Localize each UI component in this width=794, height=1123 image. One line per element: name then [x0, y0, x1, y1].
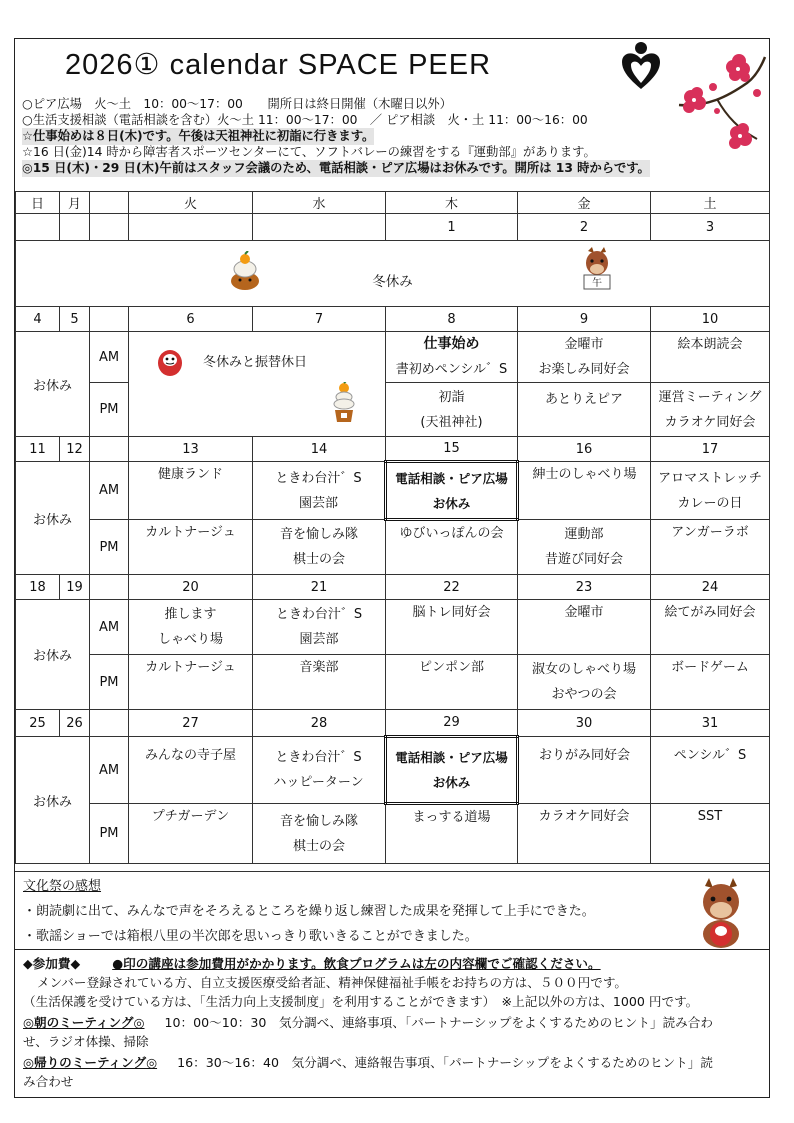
event-text: 紳士のしゃべり場 [532, 467, 637, 482]
event-text: お楽しみ同好会 [538, 362, 630, 377]
event-cell [253, 655, 386, 710]
date-cell: 13 [129, 437, 253, 462]
event-text: 電話相談・ピア広場 [395, 750, 508, 765]
event-text: 推します [164, 607, 217, 622]
week4-am-row [16, 737, 770, 804]
date-cell: 15 [386, 437, 518, 462]
date-cell: 11 [16, 437, 60, 462]
event-cell [651, 383, 770, 437]
week3-am-row [16, 600, 770, 655]
morning-meeting [23, 1014, 713, 1032]
event-cell [518, 332, 651, 383]
event-text: アロマストレッチ [658, 470, 762, 486]
morning-meeting-title: ◎朝のミーティング◎ [23, 1015, 145, 1030]
event-text: カラオケ同好会 [538, 809, 630, 824]
event-cell [518, 383, 651, 437]
event-cell [386, 520, 518, 575]
event-text: まっする道場 [412, 810, 491, 825]
svg-text:午: 午 [592, 278, 602, 289]
event-cell [651, 737, 770, 804]
calendar-sheet [14, 38, 770, 1098]
event-text: お休み [432, 495, 471, 511]
weekday-header-row [16, 192, 770, 214]
event-cell [518, 804, 651, 864]
weekday-spacer [90, 192, 129, 214]
pm-label: PM [90, 804, 129, 864]
date-cell: 12 [60, 437, 90, 462]
event-text: ボードゲーム [671, 660, 749, 675]
event-cell [253, 600, 386, 655]
closed-label: お休み [16, 600, 90, 710]
event-cell [253, 520, 386, 575]
fees-line-2: （生活保護を受けている方は、「生活力向上支援制度」を利用することができます） ※上記以外の方は、1000 円です。 [23, 994, 699, 1009]
date-cell: 3 [651, 214, 770, 241]
date-cell: 2 [518, 214, 651, 241]
event-text: アンガーラボ [671, 525, 749, 540]
event-text: 書初めペンシル゛S [395, 362, 508, 377]
week4-pm-row [16, 804, 770, 864]
daruma-icon [157, 348, 183, 376]
event-text: 初詣 [438, 389, 465, 405]
horse-daruma-icon [691, 878, 751, 950]
fees-line-1: メンバー登録されている方、自立支援医療受給者証、精神保健福祉手帳をお持ちの方は、５００円です。 [37, 975, 628, 990]
event-cell [386, 600, 518, 655]
event-text: しゃべり場 [157, 632, 223, 647]
date-cell: 10 [651, 307, 770, 332]
festival-notes [15, 871, 769, 944]
date-cell: 18 [16, 575, 60, 600]
event-text: おやつの会 [551, 687, 617, 702]
peer-logo-icon [619, 41, 663, 91]
winter-break-cell [16, 241, 770, 307]
pm-label: PM [90, 655, 129, 710]
date-cell: 25 [16, 710, 60, 737]
event-text: 仕事始め [423, 336, 480, 352]
event-text: ハッピーターン [273, 775, 364, 790]
event-cell [651, 332, 770, 383]
event-cell [129, 655, 253, 710]
fees-heading-note: ●印の講座は参加費用がかかります。飲食プログラムは左の内容欄でご確認ください。 [112, 956, 601, 971]
event-cell [386, 383, 518, 437]
date-cell: 29 [386, 710, 518, 737]
event-text: 園芸部 [298, 495, 338, 511]
event-cell [129, 804, 253, 864]
event-text: 脳トレ同好会 [412, 605, 491, 620]
date-cell: 16 [518, 437, 651, 462]
date-cell: 21 [253, 575, 386, 600]
event-text: 音楽部 [299, 660, 339, 675]
pm-label: PM [90, 383, 129, 437]
event-text: 運営ミーティング [658, 389, 762, 405]
winter-break-row [16, 241, 770, 307]
info-line-5: ◎15 日(木)・29 日(木)午前はスタッフ会議のため、電話相談・ピア広場はお休みです。開所は 13 時からです。 [22, 161, 650, 175]
kagami-mochi-icon [333, 382, 355, 426]
event-cell [518, 655, 651, 710]
event-cell [651, 655, 770, 710]
fees-section [15, 949, 769, 1099]
event-text: 絵てがみ同好会 [664, 605, 756, 620]
event-cell [651, 520, 770, 575]
event-text: ゆびいっぽんの会 [399, 526, 504, 541]
event-cell [651, 804, 770, 864]
horse-sign-icon [580, 247, 614, 291]
week1-am-row [16, 332, 770, 383]
date-cell: 5 [60, 307, 90, 332]
event-cell [253, 737, 386, 804]
date-cell: 8 [386, 307, 518, 332]
plum-blossom-icon [677, 47, 769, 157]
notes-heading: 文化祭の感想 [23, 879, 102, 894]
evening-meeting-text: 16：30〜16：40 気分調べ、連絡報告事項、「パートナーシップをよくするためのヒント」読 [177, 1055, 713, 1070]
event-text: お休み [432, 775, 471, 790]
event-text: ペンシル゛S [673, 748, 747, 763]
week0-date-row [16, 214, 770, 241]
note-item: ・朗読劇に出て、みんなで声をそろえるところを繰り返し練習した成果を発揮して上手にできた。 [23, 904, 595, 919]
event-text: プチガーデン [151, 809, 230, 824]
event-text: 健康ランド [157, 467, 223, 482]
event-text: 昔遊び同好会 [544, 552, 623, 567]
am-label: AM [90, 332, 129, 383]
kagami-mochi-horse-icon [228, 251, 262, 293]
weekday-thu: 木 [386, 192, 518, 214]
date-cell: 31 [651, 710, 770, 737]
date-cell: 6 [129, 307, 253, 332]
event-text: カラオケ同好会 [664, 414, 756, 430]
event-text: 棋士の会 [292, 838, 345, 854]
morning-meeting-cont: せ、ラジオ体操、掃除 [23, 1034, 149, 1049]
holiday-text: 冬休みと振替休日 [203, 355, 308, 370]
event-text: カレーの日 [677, 495, 743, 511]
event-cell [518, 600, 651, 655]
event-cell [129, 462, 253, 520]
evening-meeting [23, 1054, 713, 1072]
event-cell [518, 737, 651, 804]
pm-label: PM [90, 520, 129, 575]
closed-label: お休み [16, 332, 90, 437]
event-text: ときわ台汁゛S [275, 607, 363, 622]
calendar-table [15, 191, 770, 864]
date-cell: 14 [253, 437, 386, 462]
date-cell: 26 [60, 710, 90, 737]
date-cell: 20 [129, 575, 253, 600]
weekday-fri: 金 [518, 192, 651, 214]
week2-date-row [16, 437, 770, 462]
date-cell: 7 [253, 307, 386, 332]
event-text: 金曜市 [564, 605, 604, 620]
event-text: ときわ台汁゛S [275, 470, 362, 486]
event-text: 棋士の会 [292, 552, 345, 567]
event-text: 園芸部 [299, 632, 339, 647]
event-cell [129, 737, 253, 804]
date-cell: 23 [518, 575, 651, 600]
holiday-block [129, 332, 386, 437]
weekday-tue: 火 [129, 192, 253, 214]
weekday-sat: 土 [651, 192, 770, 214]
event-cell [386, 332, 518, 383]
morning-meeting-text: 10：00〜10：30 気分調べ、連絡事項、「パートナーシップをよくするためのヒント」読み合わ [164, 1015, 713, 1030]
event-text: SST [697, 809, 723, 824]
closed-label: お休み [16, 462, 90, 575]
event-cell [129, 520, 253, 575]
date-cell: 24 [651, 575, 770, 600]
note-item: ・歌謡ショーでは箱根八里の半次郎を思いっきり歌いきることができました。 [23, 929, 478, 944]
event-text: おりがみ同好会 [538, 748, 630, 763]
event-cell [129, 600, 253, 655]
date-cell: 1 [386, 214, 518, 241]
date-cell: 30 [518, 710, 651, 737]
info-line-2: ○生活支援相談（電話相談を含む）火〜土 11：00〜17：00 ／ ピア相談 火・土 11：00〜16：00 [22, 113, 588, 127]
event-text: カルトナージュ [145, 525, 236, 540]
event-text: 音を愉しみ隊 [279, 813, 358, 829]
am-label: AM [90, 600, 129, 655]
date-cell: 19 [60, 575, 90, 600]
event-cell [518, 462, 651, 520]
info-line-4: ☆16 日(金)14 時から障害者スポーツセンターにて、ソフトバレーの練習をする『運動部』があります。 [22, 145, 596, 159]
weekday-wed: 水 [253, 192, 386, 214]
closed-notice-cell [386, 462, 518, 520]
date-cell: 22 [386, 575, 518, 600]
event-text: (天祖神社) [420, 414, 483, 430]
week3-date-row [16, 575, 770, 600]
info-line-1: ○ピア広場 火〜土 10：00〜17：00 開所日は終日開催（木曜日以外） [22, 97, 452, 111]
event-text: 電話相談・ピア広場 [395, 470, 508, 486]
am-label: AM [90, 737, 129, 804]
date-cell: 17 [651, 437, 770, 462]
fees-heading-row [23, 955, 601, 973]
week4-date-row [16, 710, 770, 737]
week1-date-row [16, 307, 770, 332]
am-label: AM [90, 462, 129, 520]
info-line-3: ☆仕事始めは８日(木)です。午後は天祖神社に初詣に行きます。 [22, 129, 375, 143]
event-text: あとりえピア [544, 392, 623, 407]
event-text: 運動部 [564, 527, 604, 542]
page-title: 2026① calendar SPACE PEER [65, 49, 492, 81]
week3-pm-row [16, 655, 770, 710]
event-cell [253, 804, 386, 864]
date-cell: 28 [253, 710, 386, 737]
event-cell [253, 462, 386, 520]
closed-notice-cell [386, 737, 518, 804]
event-cell [386, 655, 518, 710]
winter-break-label: 冬休み [372, 273, 413, 290]
date-cell: 4 [16, 307, 60, 332]
event-text: 音を愉しみ隊 [279, 527, 358, 542]
week2-am-row [16, 462, 770, 520]
fees-heading: ◆参加費◆ [23, 956, 81, 971]
evening-meeting-cont: み合わせ [23, 1074, 74, 1089]
evening-meeting-title: ◎帰りのミーティング◎ [23, 1055, 158, 1070]
event-text: ピンポン部 [418, 660, 484, 675]
event-cell [518, 520, 651, 575]
week2-pm-row [16, 520, 770, 575]
weekday-sun: 日 [16, 192, 60, 214]
event-cell [651, 462, 770, 520]
event-text: 絵本朗読会 [677, 337, 743, 352]
event-text: カルトナージュ [145, 660, 236, 675]
event-cell [386, 804, 518, 864]
event-text: 淑女のしゃべり場 [531, 662, 636, 677]
event-cell [651, 600, 770, 655]
date-cell: 9 [518, 307, 651, 332]
event-text: みんなの寺子屋 [144, 748, 236, 763]
weekday-mon: 月 [60, 192, 90, 214]
event-text: 金曜市 [564, 337, 604, 352]
date-cell: 27 [129, 710, 253, 737]
event-text: ときわ台汁゛S [275, 750, 362, 765]
closed-label: お休み [16, 737, 90, 864]
